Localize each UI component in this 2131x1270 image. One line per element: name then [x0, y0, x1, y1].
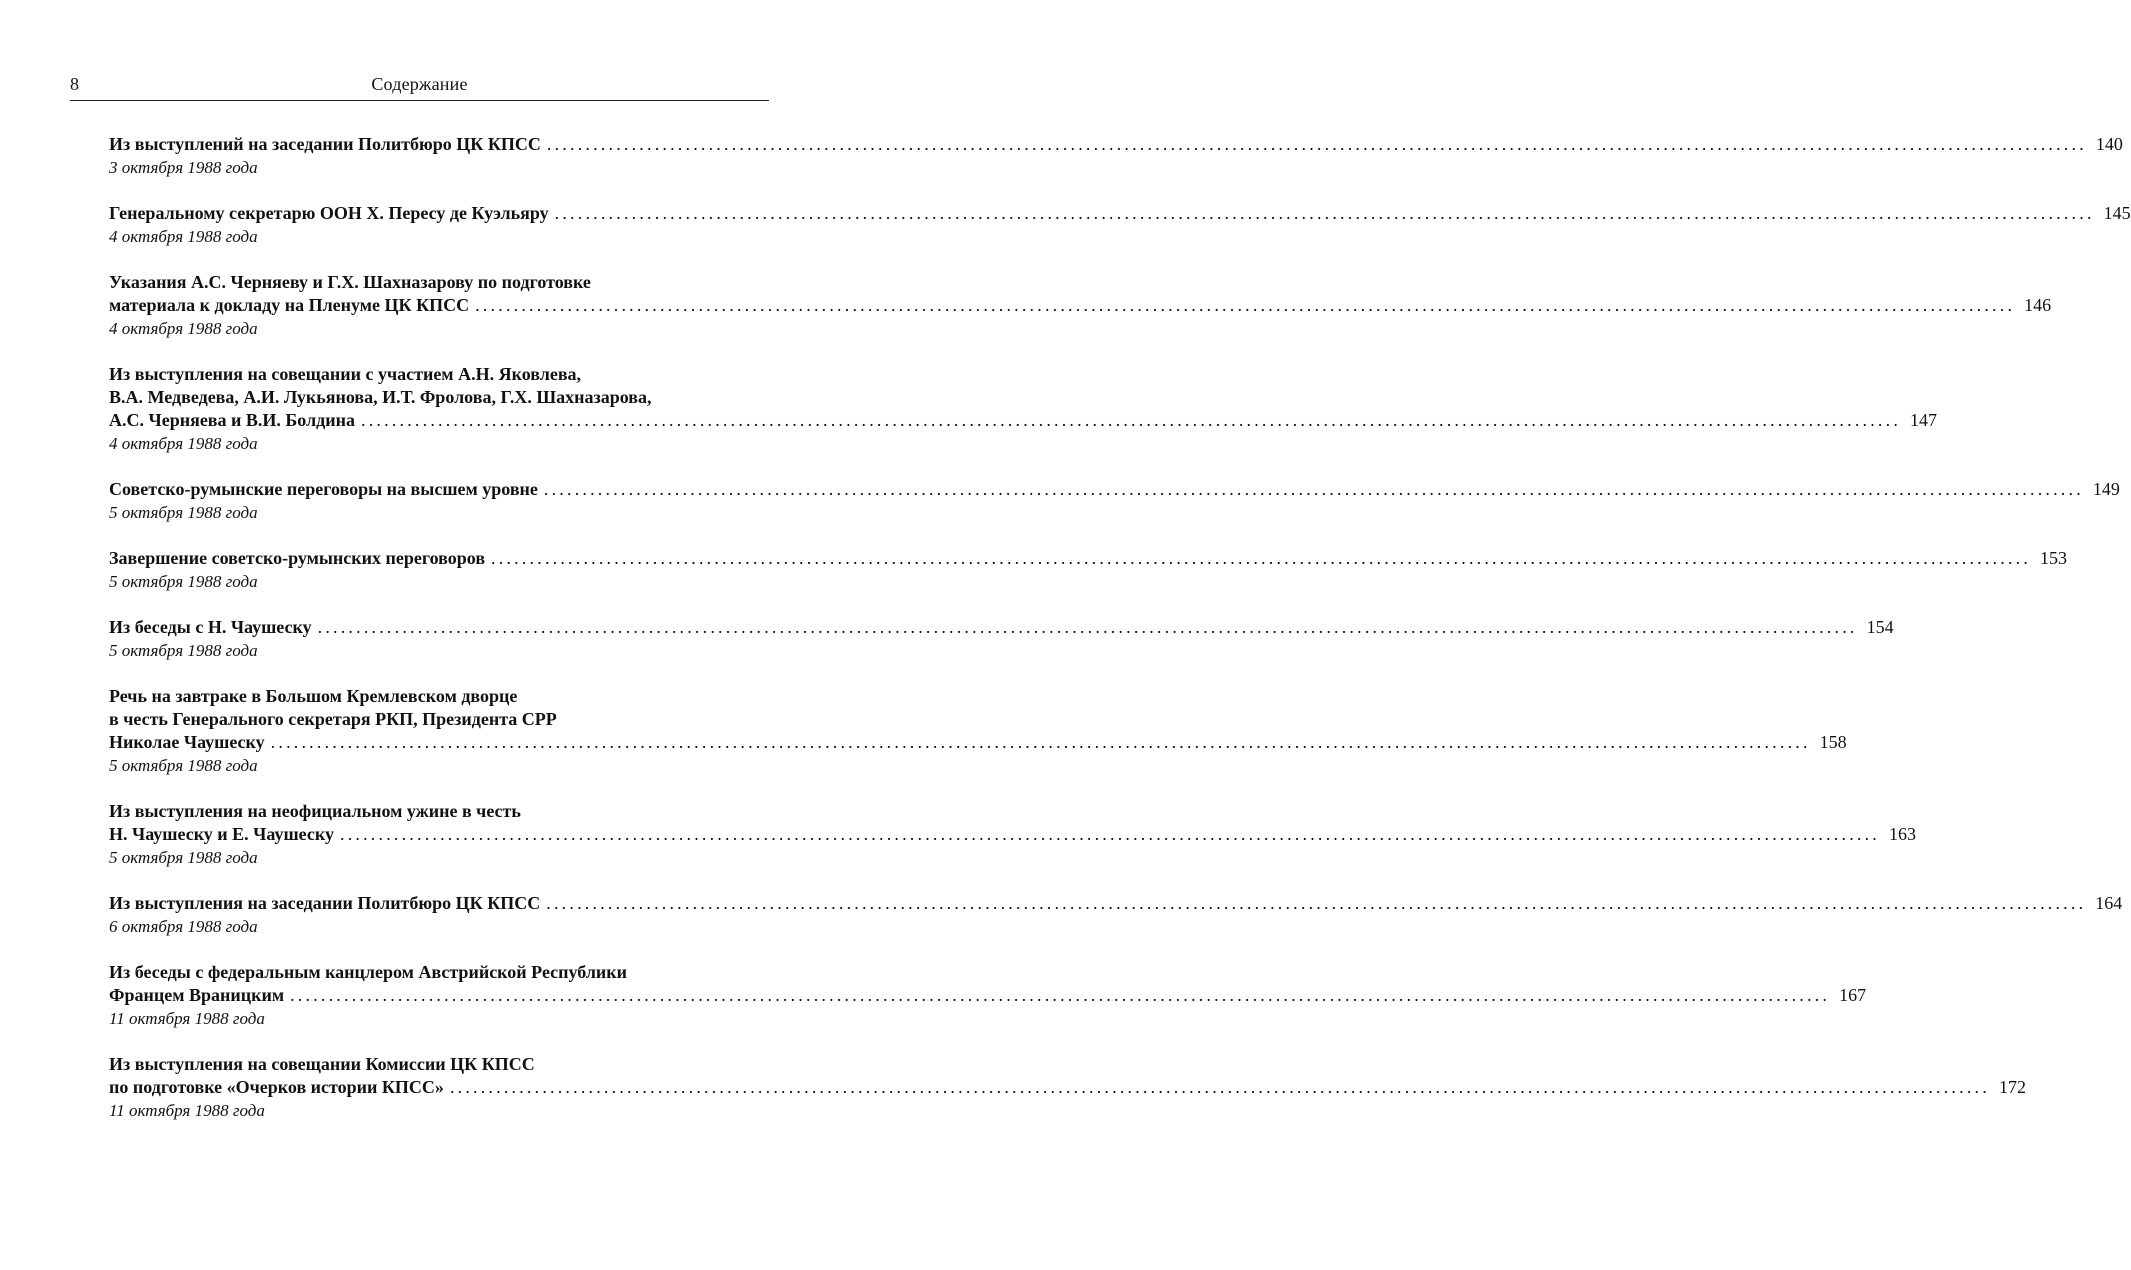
toc-entry-title: Н. Чаушеску и Е. Чаушеску: [109, 824, 334, 844]
toc-entry-title-line: [109, 823, 1916, 846]
dot-leader: ........................................................................................................................................................................................................: [546, 893, 2087, 913]
toc-entry-date: 5 октября 1988 года: [109, 641, 258, 660]
table-of-contents: [109, 133, 2131, 1145]
toc-entry: [109, 478, 2120, 524]
toc-entry: [109, 363, 1938, 455]
toc-entry-date: 4 октября 1988 года: [109, 434, 258, 453]
toc-entry-page-number: 149: [2092, 479, 2120, 499]
toc-entry-date: 5 октября 1988 года: [109, 756, 258, 775]
toc-entry: [109, 961, 1867, 1030]
toc-entry: [109, 685, 1847, 777]
toc-entry: [109, 133, 2123, 179]
toc-entry-title: А.С. Черняева и В.И. Болдина: [109, 410, 356, 430]
toc-entry-title: Из выступлений на заседании Политбюро ЦК КПСС: [109, 134, 541, 154]
toc-entry-title: Из выступления на совещании с участием А.Н. Яковлева,: [109, 364, 582, 384]
toc-entry-title-line: [109, 1053, 747, 1076]
dot-leader: ........................................................................................................................................................................................................: [449, 1077, 1990, 1097]
toc-entry-title-line: [109, 685, 747, 708]
toc-entry-title-line: [109, 708, 747, 731]
toc-entry-page-number: 158: [1819, 732, 1847, 752]
dot-leader: ........................................................................................................................................................................................................: [270, 732, 1811, 752]
toc-entry-title: в честь Генерального секретаря РКП, Президента СРР: [109, 709, 557, 729]
toc-entry-title-line: [109, 984, 1867, 1007]
dot-leader: ........................................................................................................................................................................................................: [546, 134, 2087, 154]
toc-entry-title-line: [109, 961, 747, 984]
dot-leader: ........................................................................................................................................................................................................: [543, 479, 2084, 499]
toc-entry: [109, 892, 2123, 938]
dot-leader: ........................................................................................................................................................................................................: [317, 617, 1858, 637]
toc-entry-page-number: 167: [1839, 985, 1867, 1005]
page-number: 8: [70, 74, 79, 94]
toc-entry-title: Францем Враницким: [109, 985, 285, 1005]
toc-entry-title: Из выступления на заседании Политбюро ЦК КПСС: [109, 893, 541, 913]
toc-entry-page-number: 153: [2040, 548, 2068, 568]
toc-entry-title: материала к докладу на Пленуме ЦК КПСС: [109, 295, 470, 315]
toc-entry-title-line: [109, 409, 1938, 432]
toc-entry-title: Указания А.С. Черняеву и Г.Х. Шахназарову по подготовке: [109, 272, 591, 292]
toc-entry-title: Из беседы с Н. Чаушеску: [109, 617, 312, 637]
toc-entry-page-number: 172: [1998, 1077, 2026, 1097]
toc-entry-title-line: [109, 1076, 2026, 1099]
toc-entry-title-line: [109, 478, 2120, 501]
toc-entry-title-line: [109, 731, 1847, 754]
toc-entry-title: Из выступления на неофициальном ужине в честь: [109, 801, 521, 821]
dot-leader: ........................................................................................................................................................................................................: [554, 203, 2095, 223]
toc-entry-date: 11 октября 1988 года: [109, 1101, 265, 1120]
toc-entry-page-number: 164: [2095, 893, 2123, 913]
toc-entry-date: 5 октября 1988 года: [109, 503, 258, 522]
toc-entry-title-line: [109, 202, 2131, 225]
dot-leader: ........................................................................................................................................................................................................: [475, 295, 2016, 315]
toc-entry-title-line: [109, 294, 2052, 317]
running-title: Содержание: [371, 74, 468, 94]
toc-entry: [109, 547, 2068, 593]
dot-leader: ........................................................................................................................................................................................................: [340, 824, 1880, 844]
toc-entry-page-number: 146: [2024, 295, 2052, 315]
toc-entry: [109, 800, 1916, 869]
toc-entry-title: Николае Чаушеску: [109, 732, 265, 752]
toc-entry-page-number: 147: [1910, 410, 1938, 430]
toc-entry-date: 3 октября 1988 года: [109, 158, 258, 177]
dot-leader: ........................................................................................................................................................................................................: [361, 410, 1902, 430]
toc-entry-date: 5 октября 1988 года: [109, 848, 258, 867]
toc-entry-date: 4 октября 1988 года: [109, 227, 258, 246]
toc-entry-title: Из выступления на совещании Комиссии ЦК КПСС: [109, 1054, 535, 1074]
toc-entry: [109, 202, 2131, 248]
toc-entry-date: 11 октября 1988 года: [109, 1009, 265, 1028]
toc-entry-date: 6 октября 1988 года: [109, 917, 258, 936]
toc-entry: [109, 1053, 2026, 1122]
toc-entry: [109, 616, 1894, 662]
dot-leader: ........................................................................................................................................................................................................: [290, 985, 1831, 1005]
toc-entry-title: Речь на завтраке в Большом Кремлевском дворце: [109, 686, 518, 706]
toc-entry-date: 5 октября 1988 года: [109, 572, 258, 591]
toc-entry-title-line: [109, 363, 747, 386]
toc-entry-page-number: 145: [2103, 203, 2131, 223]
toc-entry-title: Из беседы с федеральным канцлером Австрийской Республики: [109, 962, 628, 982]
toc-entry-title-line: [109, 386, 747, 409]
toc-entry-title-line: [109, 271, 747, 294]
toc-entry-title: В.А. Медведева, А.И. Лукьянова, И.Т. Фролова, Г.Х. Шахназарова,: [109, 387, 652, 407]
toc-entry-title-line: [109, 547, 2068, 570]
toc-entry-title-line: [109, 616, 1894, 639]
toc-entry-title-line: [109, 800, 747, 823]
toc-entry-page-number: 154: [1866, 617, 1894, 637]
toc-entry-title: Советско-румынские переговоры на высшем уровне: [109, 479, 538, 499]
toc-entry-title: Генеральному секретарю ООН Х. Пересу де Куэльяру: [109, 203, 549, 223]
dot-leader: ........................................................................................................................................................................................................: [491, 548, 2032, 568]
toc-entry-title-line: [109, 133, 2123, 156]
page-header: [70, 70, 769, 101]
toc-entry-page-number: 140: [2095, 134, 2123, 154]
toc-entry-date: 4 октября 1988 года: [109, 319, 258, 338]
toc-entry: [109, 271, 2052, 340]
toc-entry-title: Завершение советско-румынских переговоров: [109, 548, 486, 568]
toc-entry-title-line: [109, 892, 2123, 915]
toc-entry-title: по подготовке «Очерков истории КПСС»: [109, 1077, 444, 1097]
toc-entry-page-number: 163: [1889, 824, 1916, 844]
